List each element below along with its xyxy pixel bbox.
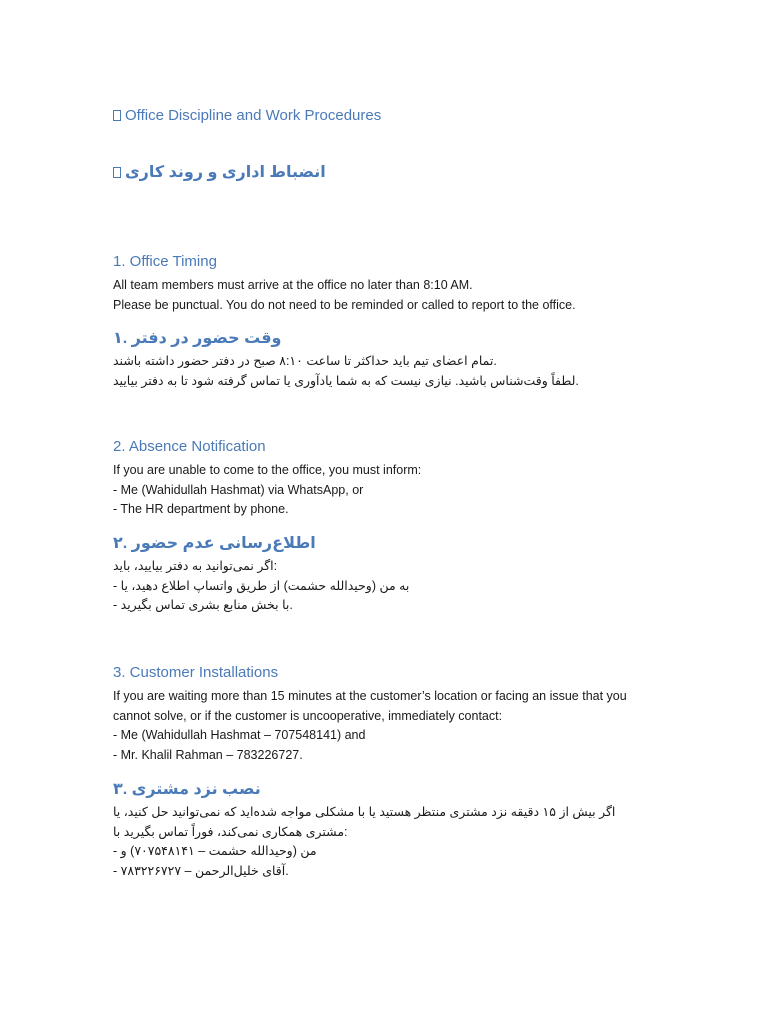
section-line: Please be punctual. You do not need to be reminded or called to report to the office. — [113, 297, 576, 312]
section-heading-en: 1. Office Timing — [113, 253, 217, 270]
title-en-text: Office Discipline and Work Procedures — [125, 107, 382, 124]
section-line-fa: تمام اعضای تیم باید حداکثر تا ساعت ۸:۱۰ صبح در دفتر حضور داشته باشند. — [113, 354, 497, 368]
section-line-fa: اگر نمی‌توانید به دفتر بیایید، باید: — [113, 559, 278, 573]
section-absence-notification — [113, 437, 653, 520]
section-line: - Me (Wahidullah Hashmat) via WhatsApp, or — [113, 482, 364, 497]
section-heading-fa: ۲. اطلاع‌رسانی عدم حضور — [113, 535, 316, 552]
document-title-fa — [113, 162, 326, 182]
section-heading-fa: ۳. نصب نزد مشتری — [113, 781, 261, 798]
section-line: All team members must arrive at the office no later than 8:10 AM. — [113, 278, 473, 292]
section-paragraph-fa: اگر بیش از ۱۵ دقیقه نزد مشتری منتظر هستید یا با مشکلی مواجه شده‌اید که نمی‌توانید حل کنید، یا مشتری همکاری نمی‌کند، فوراً تماس بگیرید با: — [113, 805, 616, 839]
section-customer-installations-fa — [113, 779, 653, 881]
section-customer-installations — [113, 663, 653, 765]
section-line: - Me (Wahidullah Hashmat – 707548141) and — [113, 728, 366, 742]
missing-glyph-icon — [113, 167, 121, 178]
section-office-timing — [113, 252, 653, 315]
section-paragraph: If you are waiting more than 15 minutes at the customer’s location or facing an issue that you cannot solve, or if the customer is uncooperative, immediately contact: — [113, 689, 627, 723]
section-line-fa: - آقای خلیل‌الرحمن – ۷۸۳۲۲۶۷۲۷. — [113, 863, 289, 878]
section-heading-en: 3. Customer Installations — [113, 664, 279, 681]
section-office-timing-fa — [113, 328, 653, 391]
document-title-en — [113, 107, 381, 124]
section-line: If you are unable to come to the office, you must inform: — [113, 463, 422, 477]
section-absence-notification-fa — [113, 533, 653, 616]
section-line-fa: لطفاً وقت‌شناس باشید. نیازی نیست که به شما یادآوری یا تماس گرفته شود تا به دفتر بیایید. — [113, 373, 579, 388]
section-line-fa: - من (وحیدالله حشمت – ۷۰۷۵۴۸۱۴۱) و — [113, 844, 317, 858]
section-heading-fa: ۱. وقت حضور در دفتر — [113, 330, 282, 347]
missing-glyph-icon — [113, 110, 121, 121]
title-fa-text: انضباط اداری و روند کاری — [125, 164, 326, 181]
section-line: - Mr. Khalil Rahman – 783226727. — [113, 747, 303, 762]
section-line-fa: - به من (وحیدالله حشمت) از طریق واتساپ اطلاع دهید، یا — [113, 578, 410, 593]
section-heading-en: 2. Absence Notification — [113, 438, 266, 455]
section-line-fa: - با بخش منابع بشری تماس بگیرید. — [113, 598, 293, 612]
section-line: - The HR department by phone. — [113, 502, 289, 516]
